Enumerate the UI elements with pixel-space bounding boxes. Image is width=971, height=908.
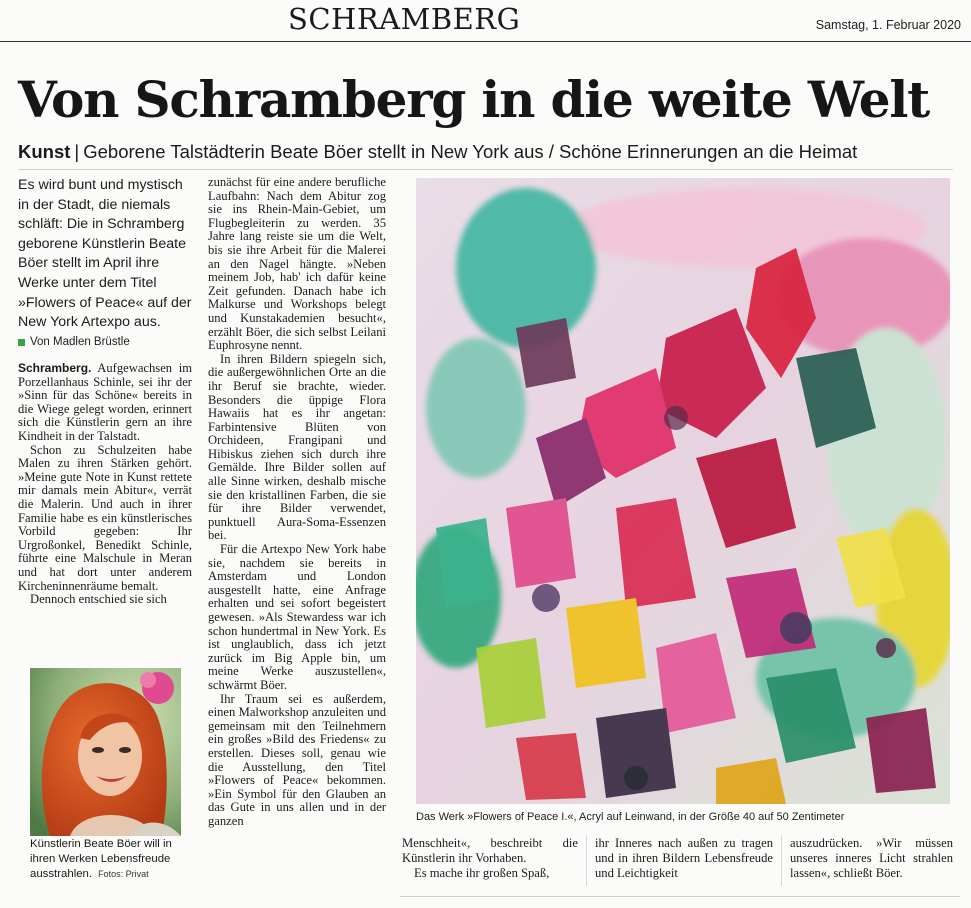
byline-text: Von Madlen Brüstle (30, 336, 130, 348)
body-paragraph: Für die Artexpo New York habe sie, nachdem sie bereits in Amsterdam und London ausgestellt hatte, eine Anfrage erhalten und sei sofort begeistert gewesen. »Als Stewardess war ich schon hundertmal in New York. Es ist unglaublich, dass ich jetzt zurück im Big Apple bin, um meine Werke auszustellen«, schwärmt Böer. (208, 542, 386, 692)
body-paragraph: Ihr Traum sei es außerdem, einen Malworkshop anzuleiten und gemeinsam mit den Teilnehmern ein großes »Bild des Friedens« zu erstellen. Dieses soll, genau wie die Ausstellung, den Titel »Flowers of Peace« bekommen. »Ein Symbol für den Glauben an das Gute in uns allen und in der ganzen (208, 691, 386, 828)
body-paragraph: Menschheit«, beschreibt die Künstlerin ihr Vorhaben. (402, 836, 578, 866)
flowers-of-peace-painting (416, 178, 950, 804)
body-paragraph: ihr Inneres nach außen zu tragen und in ihren Bildern Lebensfreude und Leichtigkeit (595, 836, 773, 881)
portrait-image (30, 668, 181, 836)
headline: Von Schramberg in die weite Welt (18, 70, 930, 129)
kicker: Kunst (18, 141, 71, 162)
body-paragraph: zunächst für eine andere berufliche Laufbahn: Nach dem Abitur zog sie ins Rhein-Main-Gebiet, um Flugbegleiterin zu werden. 35 Jahre lang reiste sie um die Welt, bis sie ihre Arbeit für die Malerei an den Nagel hängte. »Neben meinem Job, hab' ich dafür keine Zeit gefunden. Danach habe ich Malkurse und Workshops belegt und Kunstakademien besucht«, erzählt Böer, die sich selbst Leilani Euphrosyne nennt. (208, 175, 386, 353)
painting-image (416, 178, 950, 804)
column-divider (781, 836, 782, 886)
body-paragraph: auszudrücken. »Wir müssen unseres inneres Licht strahlen lassen«, schließt Böer. (790, 836, 953, 881)
subheadline (18, 141, 857, 163)
lead-paragraph: Es wird bunt und mystisch in der Stadt, die niemals schläft: Die in Schramberg geborene Künstlerin Beate Böer stellt im April ihre Werke unter dem Titel »Flowers of Peace« auf der New York Artexpo aus. (18, 177, 192, 331)
article-column-2 (208, 176, 386, 829)
masthead (0, 0, 971, 44)
masthead-rule (0, 41, 971, 42)
article-column-4 (595, 836, 773, 882)
subheadline-text: Geborene Talstädterin Beate Böer stellt in New York aus / Schöne Erinnerungen an die Heimat (83, 141, 858, 162)
body-paragraph: In ihren Bildern spiegeln sich, die außergewöhnlichen Orte an die ihr Beruf sie brachte, wieder. Besonders die üppige Flora Hawaiis hat es ihr angetan: Farbintensive Blüten von Orchideen, Frangipani und Hibiskus ziehen sich durch ihre Gemälde. Ihre Bilder sollen auf alle Sinne wirken, deshalb mische sie den kristallinen Farben, die sie für ihre Bilder verwendet, punktuell Aura-Soma-Essenzen bei. (208, 351, 386, 543)
article-column-5 (790, 836, 953, 882)
issue-date: Samstag, 1. Februar 2020 (815, 18, 961, 32)
article-column-1 (18, 362, 192, 607)
body-paragraph: Schon zu Schulzeiten habe Malen zu ihren Stärken gehört. »Meine gute Note in Kunst rettete mir damals mein Abitur«, verrät die Malerin. Und auch in ihrer Familie habe es ein künstlerisches Vorbild gegeben: Ihr Urgroßonkel, Benedikt Schinle, führte eine Malschule in Meran und hat dort unter anderem Kircheninnenräume bemalt. (18, 442, 192, 593)
byline-marker (18, 339, 25, 346)
byline (18, 336, 130, 348)
subhead-rule (18, 169, 953, 170)
column-divider (586, 836, 587, 886)
photo-caption (30, 837, 190, 882)
article-column-3 (402, 836, 578, 882)
section-title: SCHRAMBERG (288, 2, 521, 36)
footer-rule (400, 896, 960, 897)
body-paragraph: Dennoch entschied sie sich (30, 592, 167, 607)
body-paragraph: Schramberg. Aufgewachsen im Porzellanhaus Schinle, sei ihr der »Sinn für das Schöne« bereits in die Wiege gelegt worden, erinnert sich die Künstlerin gern an ihre Kindheit in der Talstadt. (18, 361, 192, 443)
photo-caption-text: Künstlerin Beate Böer will in ihren Werken Lebensfreude ausstrahlen. (30, 838, 172, 880)
body-paragraph: Es mache ihr großen Spaß, (414, 866, 550, 881)
photo-credit: Fotos: Privat (98, 869, 149, 879)
painting-caption: Das Werk »Flowers of Peace I.«, Acryl auf Leinwand, in der Größe 40 auf 50 Zentimeter (416, 811, 845, 823)
dateline: Schramberg. (18, 361, 92, 375)
artist-portrait-photo (30, 668, 181, 836)
kicker-separator: | (74, 141, 80, 162)
